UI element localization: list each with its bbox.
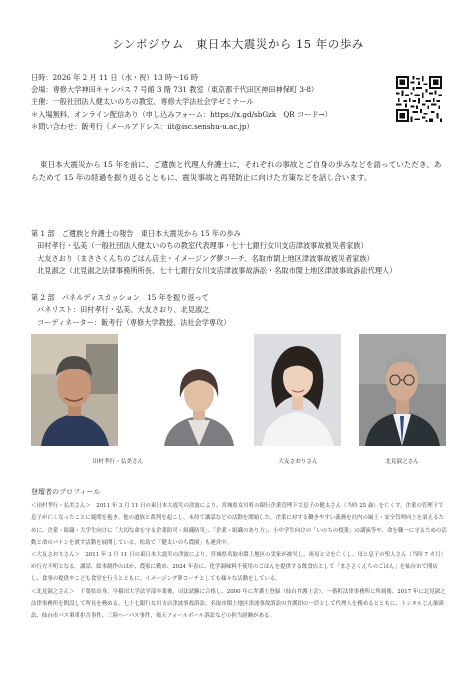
- lead-paragraph: [31, 158, 445, 184]
- event-organizer: 主催：一般社団法人健太いのちの教室、専修大学法社会学ゼミナール: [31, 97, 254, 107]
- tamura-hiromi-photo: [158, 356, 240, 446]
- kitami-yoshiyuki-photo: [359, 334, 446, 446]
- part1-speaker: 北見淑之（北見淑之法律事務所所長、七十七銀行女川支店津波事故訴訟・名取市閖上地区津波事故訴訟代理人）: [37, 266, 397, 276]
- profiles-section: [31, 486, 447, 622]
- event-info: [31, 72, 371, 133]
- profile-otomo: ＜大友さおりさん＞ 2011 年 3 月 11 日の東日本大震災の津波により、宮城県名取市閖上地区の実家が被災し、祖母と父を亡くし、母と息子の聖人さん（当時 7 カ月）が行方不明となる。講話、絵本制作のほか、農家に勤め、2024 年春に、化学調味料不使用のごはんを提供する飲食店として「まささくんちのごはん」を仙台市で開店し、食事の提供やこども食堂を行うとともに、イメージング夢コーチとしても様々な活動をしている。: [31, 552, 446, 583]
- profiles-heading: 登壇者のプロフィール: [31, 488, 101, 496]
- profile-tamura: ＜田村孝行・弘美さん＞ 2011 年 3 月 11 日の東日本大震災の津波により、宮城県女川町の銀行企業管理下で息子の健太さん（当時 25 歳）を亡くす。企業の管理下で息子が亡くなったことに疑問を抱き、他の遺族と裁判を起こし、未持て講話などの活動を開始した。企業に対する働きやすい義務を社内の風土・安全管理向上を訴えるために、企業・組織・大学生向けに「大切な命を守る企業防災・組織防災」、「企業・組織のあり方」、小中学生向けの「いのちの授業」の講演等や、命を職一に守るための活動と命のバトンを渡す活動を展開している。松島で「健太いのち農園」も運営中。: [31, 503, 447, 546]
- event-contact: ＊問い合わせ：飯考行（メールアドレス：iit@isc.senshu-u.ac.jp）: [31, 121, 254, 131]
- event-date: 日時：2026 年 2 月 11 日（水・祝）13 時～16 時: [31, 73, 198, 82]
- part1-speaker: 大友さおり（まささくんちのごはん店主・イメージング夢コーチ、名取市閖上地区津波事故被災者家族）: [37, 253, 374, 263]
- otomo-saori-photo: [254, 334, 341, 446]
- event-venue: 会場：専修大学神田キャンパス 7 号館 3 階 731 教室（東京都千代田区神田神保町 3-8）: [31, 85, 319, 95]
- tamura-takayuki-photo: [31, 334, 118, 446]
- caption-kitami: 北見淑之さん: [385, 459, 419, 465]
- part1-speaker: 田村孝行・弘美（一般社団法人健太いのちの教室代表理事・七十七銀行女川支店津波事故被災者家族）: [37, 241, 368, 251]
- panelists: パネリスト：田村孝行・弘美、大友さおり、北見淑之: [37, 305, 210, 315]
- caption-otomo: 大友さおりさん: [278, 459, 318, 465]
- profile-kitami: ＜北見淑之さん＞ 千葉県出身、早稲田大学法学部卒業後、司法試験に合格し、2000 年に弁護士登録（仙台弁護士会）。一番町法律事務所に所属後、2017 年に北見淑之法律事務所を開設して所長を務める。七十七銀行女川支店津波事故訴訟、名取市閖上地区津波事故訴訟の弁護団の一員として代理人を務めるとともに、トンネルじん肺訴訟、仙台市バス乗車拒否事件、三陸ヘーパス事件、楽天フォールボール訴訟などの担当経験がある。: [31, 588, 446, 620]
- lead-text: 東日本大震災から 15 年を前に、ご遺族と代理人弁護士に、それぞれの事故とご自身の歩みなどを語っていただき、あらためて 15 年の経過を振り返るとともに、震災事故と再発防止に向けた方策などを話し合います。: [31, 160, 442, 182]
- part2-heading: 第 2 部 パネルディスカッション 15 年を振り返って: [31, 293, 209, 302]
- caption-tamura: 田村孝行・弘美さん: [92, 459, 144, 465]
- part1-heading: 第 1 部 ご遺族と弁護士の報告 東日本大震災から 15 年の歩み: [31, 229, 241, 238]
- qr-code-icon[interactable]: [396, 76, 442, 122]
- part2-section: [31, 292, 451, 329]
- event-admission: ＊入場無料、オンライン配信あり（申し込みフォーム：https://x.gd/sbGzk QR コード→）: [31, 109, 332, 119]
- coordinator: コーディネーター：飯考行（専修大学教授、法社会学専攻）: [37, 317, 231, 327]
- page-title: シンポジウム 東日本大震災から 15 年の歩み: [112, 37, 364, 51]
- part1-section: [31, 228, 451, 278]
